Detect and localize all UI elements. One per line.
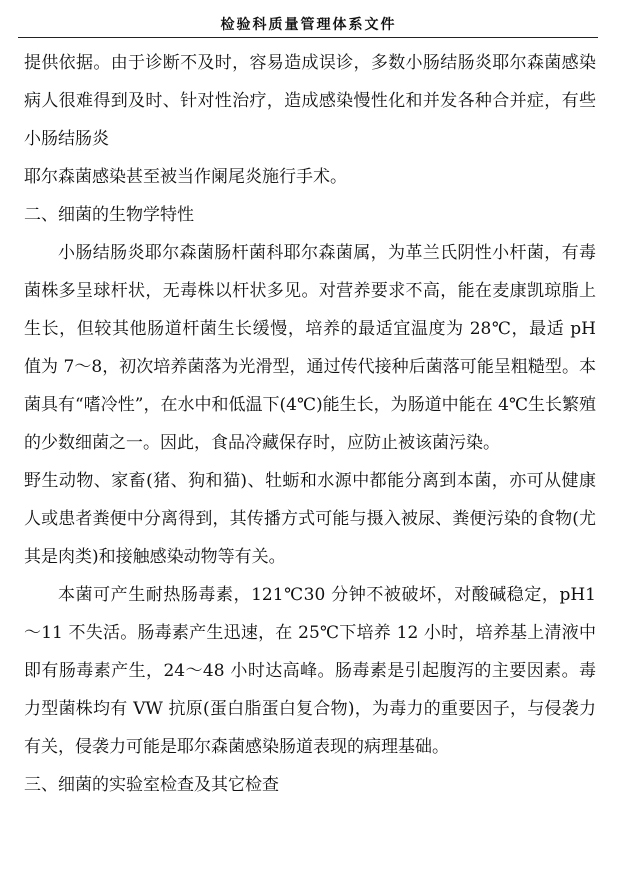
document-body bbox=[24, 44, 596, 804]
paragraph-biological-characteristics: 小肠结肠炎耶尔森菌肠杆菌科耶尔森菌属，为革兰氏阴性小杆菌，有毒菌株多呈球杆状，无毒株以杆状多见。对营养要求不高，能在麦康凯琼脂上生长，但较其他肠道杆菌生长缓慢，培养的最适宜温度为 28℃，最适 pH 值为 7～8，初次培养菌落为光滑型，通过传代接种后菌落可能呈粗糙型。本菌具有“嗜冷性”，在水中和低温下(4℃)能生长，为肠道中能在 4℃生长繁殖的少数细菌之一。因此，食品冷藏保存时，应防止被该菌污染。 bbox=[24, 243, 596, 453]
header-divider bbox=[18, 37, 598, 38]
paragraph-diagnosis-continuation: 提供依据。由于诊断不及时，容易造成误诊，多数小肠结肠炎耶尔森菌感染病人很难得到及时、针对性治疗，造成感染慢性化和并发各种合并症，有些小肠结肠炎 bbox=[24, 53, 596, 149]
paragraph-sources-transmission: 野生动物、家畜(猪、狗和猫)、牡蛎和水源中都能分离到本菌，亦可从健康人或患者粪便中分离得到，其传播方式可能与摄入被尿、粪便污染的食物(尤其是肉类)和接触感染动物等有关。 bbox=[24, 471, 596, 567]
paragraph-enterotoxin: 本菌可产生耐热肠毒素，121℃30 分钟不被破坏，对酸碱稳定，pH1～11 不失活。肠毒素产生迅速，在 25℃下培养 12 小时，培养基上清液中即有肠毒素产生，24～48 小时达高峰。肠毒素是引起腹泻的主要因素。毒力型菌株均有 VW 抗原(蛋白脂蛋白复合物)，为毒力的重要因子，与侵袭力有关，侵袭力可能是耶尔森菌感染肠道表现的病理基础。 bbox=[24, 585, 596, 757]
document-header: 检验科质量管理体系文件 bbox=[220, 17, 397, 33]
paragraph-appendicitis-note: 耶尔森菌感染甚至被当作阑尾炎施行手术。 bbox=[24, 167, 347, 187]
section-heading-biology: 二、细菌的生物学特性 bbox=[24, 205, 194, 225]
section-heading-lab-tests: 三、细菌的实验室检查及其它检查 bbox=[24, 775, 279, 795]
